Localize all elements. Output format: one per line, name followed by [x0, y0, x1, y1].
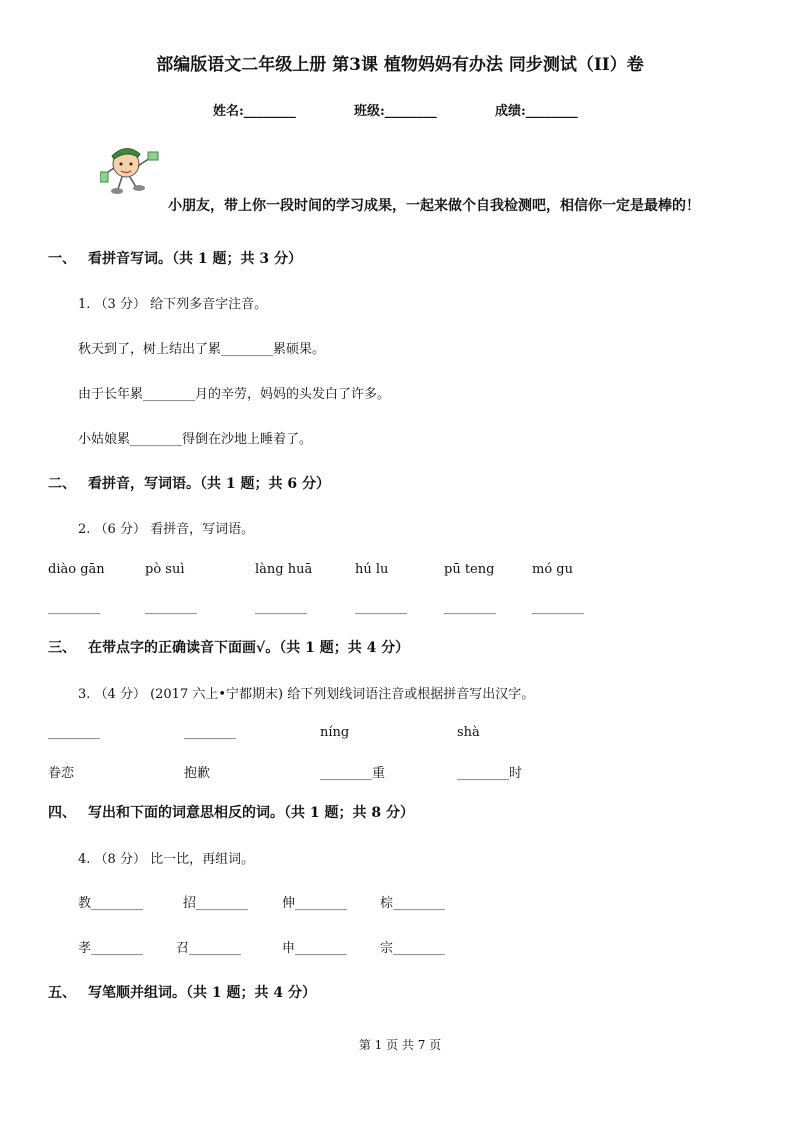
pinyin-5: pū teng [444, 562, 495, 577]
section-1-heading [48, 248, 302, 268]
section-1-title: 看拼音写词。（共 1 题；共 3 分） [88, 251, 302, 267]
section-2-heading [48, 473, 330, 493]
pinyin-2: pò suì [145, 562, 185, 577]
q4-row2-col1: 孝________ [78, 941, 144, 956]
section-2-number: 二、 [48, 476, 76, 492]
q3-row2-col1: 眷恋 [48, 766, 75, 781]
blank-6: ________ [532, 600, 584, 615]
q3-row2-col4: ________时 [457, 766, 523, 781]
q4-row2-col2: 召________ [176, 941, 242, 956]
question-4: 4. （8 分） 比一比，再组词。 [78, 852, 255, 867]
section-5-title: 写笔顺并组词。（共 1 题；共 4 分） [88, 985, 316, 1001]
blank-1: ________ [48, 600, 100, 615]
section-4-number: 四、 [48, 805, 76, 821]
name-field: 姓名:________ [213, 104, 296, 119]
q4-row1-col4: 棕________ [380, 896, 446, 911]
q3-row2-col2: 抱歉 [184, 766, 211, 781]
q3-row1-col3: níng [320, 725, 350, 740]
q4-row1-col2: 招________ [183, 896, 249, 911]
q4-row2-col4: 宗________ [380, 941, 446, 956]
question-1-line-3: 小姑娘累________得倒在沙地上睡着了。 [78, 432, 313, 447]
section-3-title: 在带点字的正确读音下面画√。（共 1 题；共 4 分） [88, 640, 410, 656]
blank-5: ________ [444, 600, 496, 615]
section-3-heading [48, 637, 409, 657]
section-2-title: 看拼音，写词语。（共 1 题；共 6 分） [88, 476, 330, 492]
section-4-title: 写出和下面的词意思相反的词。（共 1 题；共 8 分） [88, 805, 414, 821]
page-title: 部编版语文二年级上册 第3课 植物妈妈有办法 同步测试（II）卷 [156, 55, 644, 75]
q3-row1-col1: ________ [48, 725, 100, 740]
section-1-number: 一、 [48, 251, 76, 267]
question-3: 3. （4 分） (2017 六上•宁都期末) 给下列划线词语注音或根据拼音写出汉字。 [78, 687, 535, 702]
mascot-illustration [100, 142, 164, 198]
intro-text: 小朋友，带上你一段时间的学习成果，一起来做个自我检测吧，相信你一定是最棒的！ [168, 198, 700, 214]
q4-row1-col1: 教________ [78, 896, 144, 911]
question-2: 2. （6 分） 看拼音，写词语。 [78, 522, 255, 537]
q3-row1-col4: shà [457, 725, 480, 740]
page-footer: 第 1 页 共 7 页 [358, 1038, 442, 1052]
blank-2: ________ [145, 600, 197, 615]
section-3-number: 三、 [48, 640, 76, 656]
blank-3: ________ [255, 600, 307, 615]
question-1-line-2: 由于长年累________月的辛劳，妈妈的头发白了许多。 [78, 387, 391, 402]
q4-row2-col3: 申________ [282, 941, 348, 956]
q4-row1-col3: 伸________ [282, 896, 348, 911]
q3-row2-col3: ________重 [320, 766, 386, 781]
q3-row1-col2: ________ [184, 725, 236, 740]
section-4-heading [48, 802, 414, 822]
pinyin-3: làng huā [255, 562, 313, 577]
pinyin-4: hú lu [355, 562, 389, 577]
pinyin-1: diào gān [48, 562, 105, 577]
blank-4: ________ [355, 600, 407, 615]
pinyin-6: mó gu [532, 562, 573, 577]
question-1: 1. （3 分） 给下列多音字注音。 [78, 297, 268, 312]
section-5-number: 五、 [48, 985, 76, 1001]
question-1-line-1: 秋天到了，树上结出了累________累硕果。 [78, 342, 326, 357]
score-field: 成绩:________ [495, 104, 578, 119]
section-5-heading [48, 982, 316, 1002]
class-field: 班级:________ [354, 104, 437, 119]
